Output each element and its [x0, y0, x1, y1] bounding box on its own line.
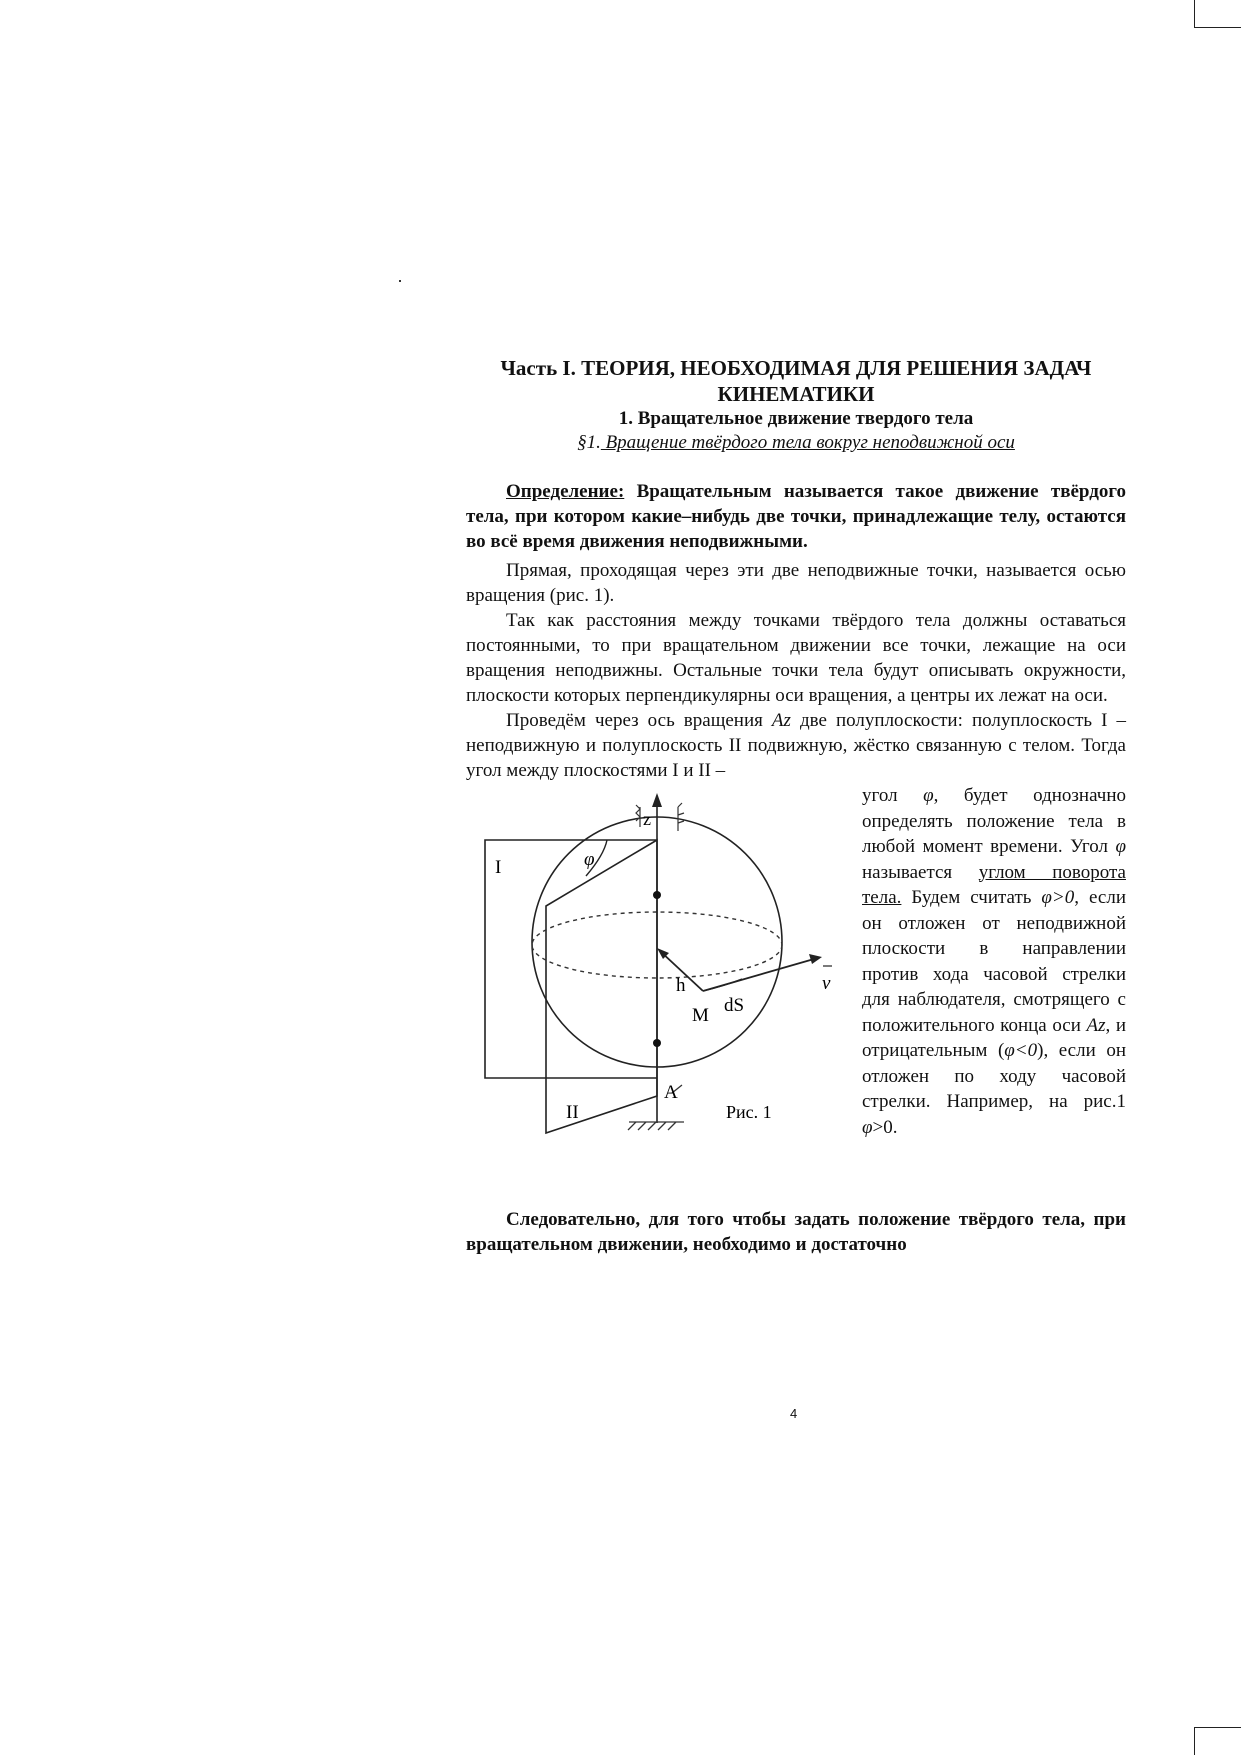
definition-text: Вращательным называется такое движение твёрдого тела, при котором какие–нибудь две точки, принадлежащие телу, остаются во всё время движения неподвижными. [466, 481, 1126, 552]
page-number: 4 [790, 1406, 798, 1421]
axis-arrowhead [652, 793, 662, 807]
paragraph-axis: Прямая, проходящая через эти две неподвижные точки, называется осью вращения (рис. 1). [466, 560, 1126, 606]
halfplanes-text-b: две полуплоскости: полуплоскость I – неподвижную и полуплоскость II подвижную, жёстко связанную с телом. Тогда угол между плоскостями I и II – [466, 710, 1126, 781]
figure-side-text [862, 783, 1126, 1140]
label-M: M [692, 1005, 709, 1026]
side-text-8: >0. [872, 1116, 898, 1138]
halfplanes-text-a: Проведём через ось вращения [506, 710, 772, 731]
side-text-5: , если он отложен от неподвижной плоскости в направлении против хода часовой стрелки для наблюдателя, смотрящего с положительного конца оси [862, 887, 1126, 1036]
figure-caption: Рис. 1 [726, 1102, 772, 1122]
label-dS: dS [724, 995, 745, 1016]
angle-term: углом поворота тела. [862, 861, 1126, 908]
phi-symbol: φ [923, 785, 934, 806]
section-title: Вращение твёрдого тела вокруг неподвижной оси [600, 432, 1015, 453]
ds-arc [703, 979, 742, 991]
crop-mark-bottom-right-vertical [1194, 1727, 1195, 1755]
conclusion-paragraph: Следовательно, для того чтобы задать положение твёрдого тела, при вращательном движении, необходимо и достаточно [466, 1209, 1126, 1255]
crop-mark-bottom-right-horizontal [1194, 1727, 1241, 1728]
figure-row [466, 783, 1126, 1203]
part-title-line1: Часть I. ТЕОРИЯ, НЕОБХОДИМАЯ ДЛЯ РЕШЕНИЯ ЗАДАЧ [500, 356, 1092, 380]
part-title-line2: КИНЕМАТИКИ [717, 382, 875, 406]
label-A: A [664, 1082, 678, 1103]
side-text-3: называется [862, 861, 979, 883]
label-I: I [495, 857, 502, 878]
rotation-mark-left [636, 805, 640, 827]
phi-symbol: φ [862, 1116, 873, 1138]
side-text-1: угол [862, 785, 924, 806]
paragraph-halfplanes [466, 708, 1126, 783]
label-phi: φ [584, 849, 595, 870]
side-text-7: ), если он отложен по ходу часовой стрелки. Например, на рис.1 [862, 1040, 1126, 1112]
halfplane-II [546, 840, 657, 1133]
label-v: v [822, 973, 831, 994]
page-content [466, 355, 1126, 1257]
crop-mark-top-right-horizontal [1194, 27, 1241, 28]
label-II: II [566, 1102, 579, 1123]
section-number: §1. [577, 432, 601, 453]
phi-negative: φ<0 [1004, 1040, 1038, 1061]
axis-az-term: Az [1086, 1014, 1106, 1036]
axis-az-term: Az [771, 710, 791, 731]
side-text-2: , будет однозначно определять положение тела в любой момент времени. Угол [862, 785, 1126, 857]
axis-point-lower [653, 1039, 661, 1047]
paragraph-distances: Так как расстояния между точками твёрдого тела должны оставаться постоянными, то при вращательном движении все точки, лежащие на оси вращения неподвижны. Остальные точки тела будут описывать окружности, плоскости которых перпендикулярны оси вращения, а центры их лежат на оси. [466, 610, 1126, 706]
scan-speck [399, 280, 401, 282]
crop-mark-top-right-vertical [1194, 0, 1195, 28]
definition-label: Определение: [506, 481, 625, 502]
side-text-4: Будем считать [901, 887, 1042, 908]
phi-positive: φ>0 [1041, 887, 1075, 908]
label-h: h [676, 975, 686, 996]
side-text-6: , и отрицательным ( [862, 1014, 1126, 1061]
velocity-arrowhead [809, 954, 822, 964]
phi-symbol: φ [1115, 836, 1126, 857]
label-z: z [643, 809, 651, 829]
halfplane-I [485, 840, 657, 1078]
section-heading [466, 431, 1126, 455]
axis-point-upper [653, 891, 661, 899]
chapter-title: 1. Вращательное движение твердого тела [618, 408, 974, 429]
rotation-figure [466, 793, 866, 1203]
rotation-mark-right [678, 803, 684, 831]
definition-paragraph [466, 479, 1126, 554]
